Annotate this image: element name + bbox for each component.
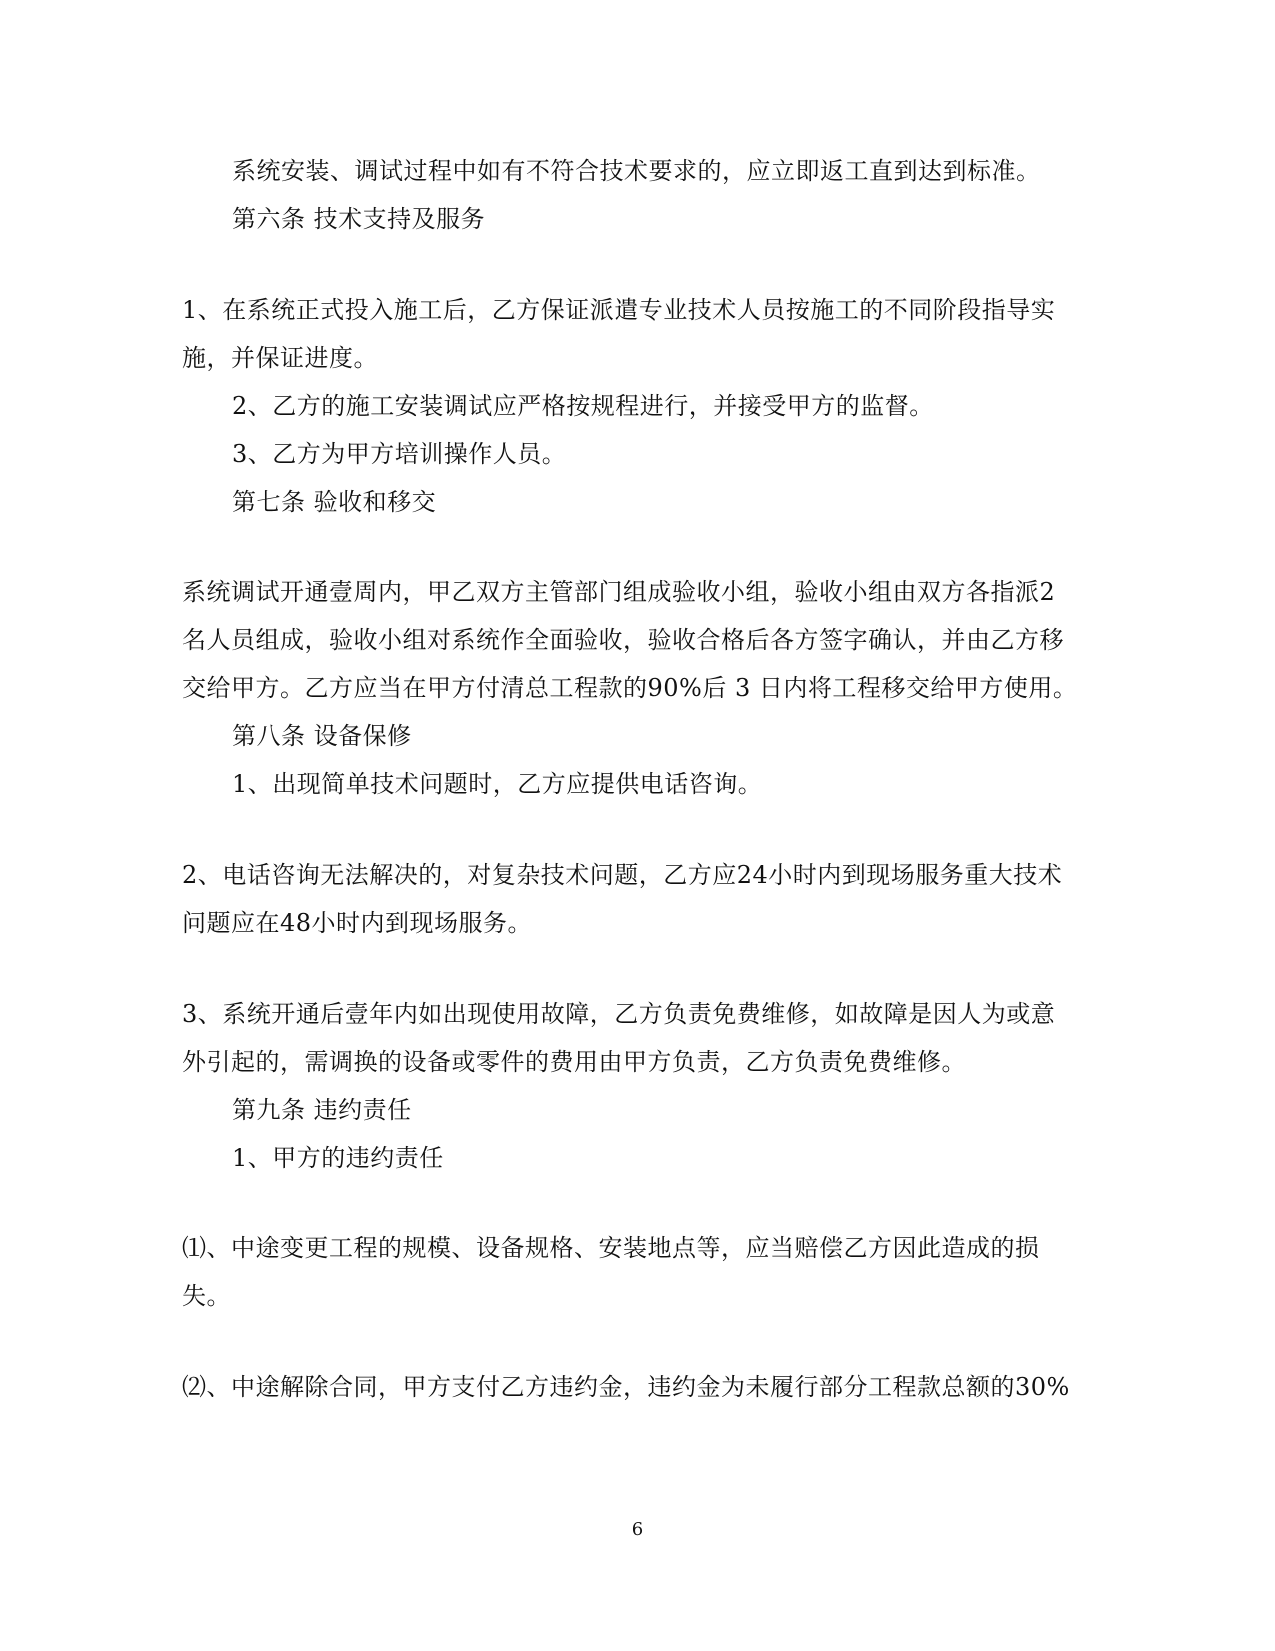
section-heading: 第八条 设备保修 bbox=[232, 722, 412, 750]
paragraph-line: 系统调试开通壹周内，甲乙双方主管部门组成验收小组，验收小组由双方各指派2 bbox=[182, 578, 1056, 606]
paragraph-line: ⑵、中途解除合同，甲方支付乙方违约金，违约金为未履行部分工程款总额的30% bbox=[182, 1373, 1070, 1401]
page-number: 6 bbox=[631, 1519, 644, 1540]
paragraph-line: 3、乙方为甲方培训操作人员。 bbox=[232, 440, 567, 468]
paragraph-line: 失。 bbox=[182, 1282, 231, 1310]
paragraph-line: 交给甲方。乙方应当在甲方付清总工程款的90%后 3 日内将工程移交给甲方使用。 bbox=[182, 674, 1078, 702]
paragraph-line: 1、甲方的违约责任 bbox=[232, 1144, 444, 1172]
paragraph-line: 1、在系统正式投入施工后，乙方保证派遣专业技术人员按施工的不同阶段指导实 bbox=[182, 296, 1056, 324]
paragraph-line: 1、出现简单技术问题时，乙方应提供电话咨询。 bbox=[232, 770, 763, 798]
paragraph-line: 外引起的，需调换的设备或零件的费用由甲方负责，乙方负责免费维修。 bbox=[182, 1048, 966, 1076]
section-heading: 第七条 验收和移交 bbox=[232, 488, 437, 516]
paragraph-line: 问题应在48小时内到现场服务。 bbox=[182, 909, 533, 937]
paragraph-line: 2、乙方的施工安装调试应严格按规程进行，并接受甲方的监督。 bbox=[232, 392, 934, 420]
paragraph-line: 2、电话咨询无法解决的，对复杂技术问题，乙方应24小时内到现场服务重大技术 bbox=[182, 861, 1063, 889]
paragraph-line: 3、系统开通后壹年内如出现使用故障，乙方负责免费维修，如故障是因人为或意 bbox=[182, 1000, 1056, 1028]
section-heading: 第九条 违约责任 bbox=[232, 1096, 412, 1124]
paragraph-line: 系统安装、调试过程中如有不符合技术要求的，应立即返工直到达到标准。 bbox=[232, 157, 1041, 185]
section-heading: 第六条 技术支持及服务 bbox=[232, 205, 486, 233]
paragraph-line: 名人员组成，验收小组对系统作全面验收，验收合格后各方签字确认，并由乙方移 bbox=[182, 626, 1064, 654]
paragraph-line: 施，并保证进度。 bbox=[182, 344, 378, 372]
paragraph-line: ⑴、中途变更工程的规模、设备规格、安装地点等，应当赔偿乙方因此造成的损 bbox=[182, 1234, 1040, 1262]
